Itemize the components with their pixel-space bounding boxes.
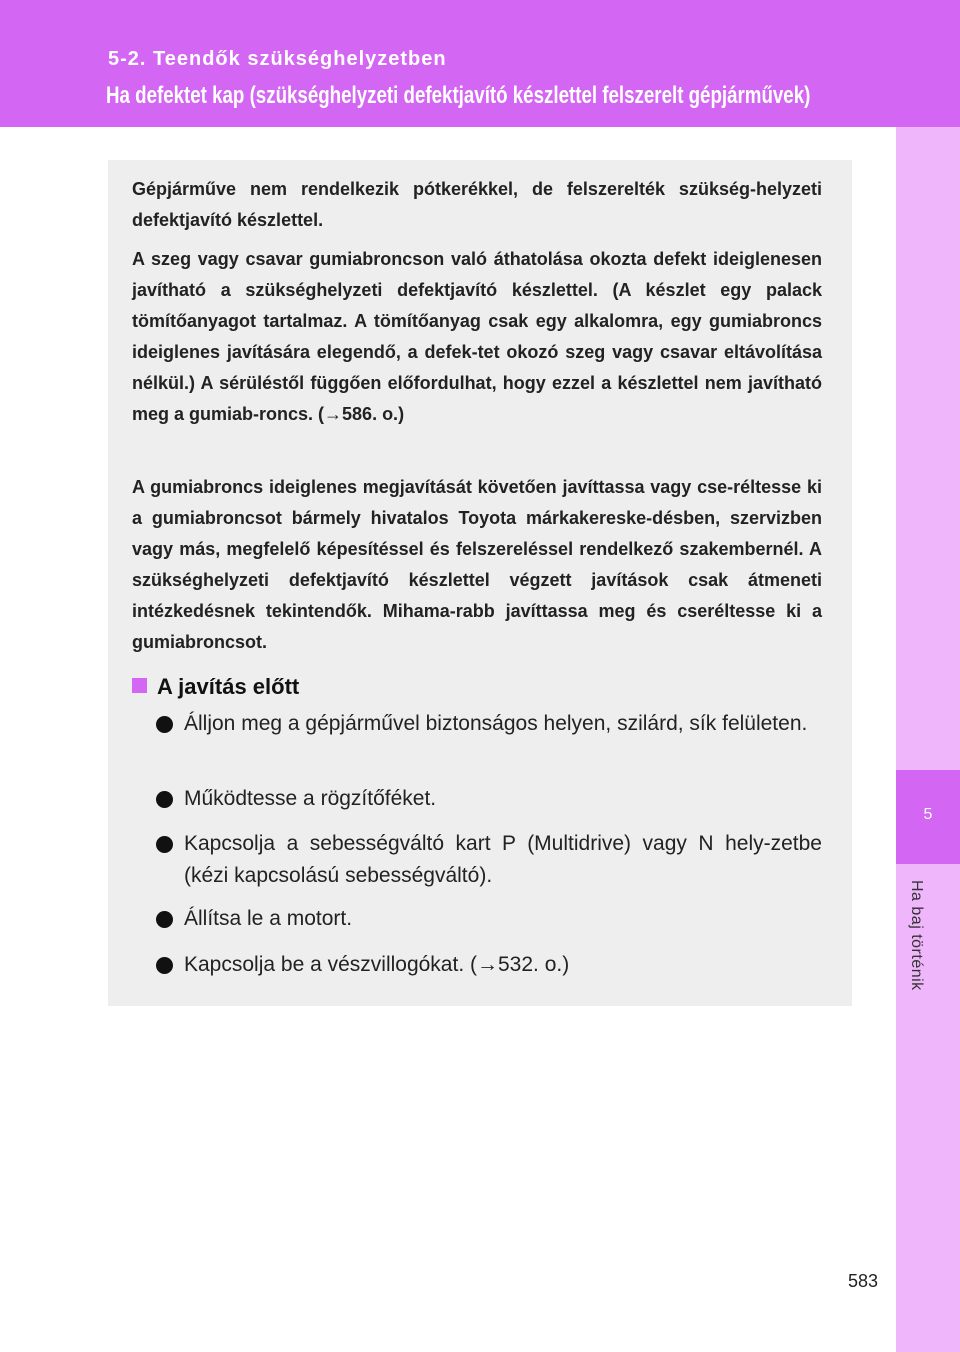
intro-paragraph: A gumiabroncs ideiglenes megjavítását követően javíttassa vagy cse-réltesse ki a gumiabroncsot bármely hivatalos Toyota márkakereske-désben, szervizben vagy más, megfelelő képesítéssel és felszereléssel rendelkező szakembernél. A szükséghelyzeti defektjavító készlettel végzett javítások csak átmeneti intézkedésnek tekintendők. Mihama-rabb javíttassa meg és cseréltesse ki a gumiabroncsot.	[132, 477, 822, 652]
bullet-list	[156, 783, 822, 815]
page-header	[0, 0, 960, 127]
chapter-number: 5	[923, 806, 933, 823]
chapter-tab[interactable]	[896, 770, 960, 864]
list-item-text: Kapcsolja be a vészvillogókat. (→532. o.)	[184, 953, 570, 976]
bullet-list	[156, 828, 822, 892]
section-label: 5-2. Teendők szükséghelyzetben	[108, 48, 447, 70]
list-item-text: Állítsa le a motort.	[184, 907, 353, 930]
bullet-dot-icon	[156, 911, 173, 928]
list-item-text: Álljon meg a gépjárművel biztonságos helyen, szilárd, sík felületen.	[184, 712, 808, 735]
list-item	[156, 708, 822, 740]
list-item-text: Kapcsolja a sebességváltó kart P (Multidrive) vagy N hely-zetbe (kézi kapcsolású sebességváltó).	[184, 832, 822, 887]
intro-paragraph: A szeg vagy csavar gumiabroncson való áthatolása okozta defekt ideiglenesen javítható a szükséghelyzeti defektjavító készlettel. (A készlet egy palack tömítőanyagot tartalmaz. A tömítőanyag csak egy alkalomra, egy gumiabroncs ideiglenes javítására elegendő, a defek-tet okozó szeg vagy csavar eltávolítása nélkül.) A sérüléstől függően előfordulhat, hogy ezzel a készlettel nem javítható meg a gumiab-roncs. (→586. o.)	[132, 249, 822, 424]
list-item-text: Működtesse a rögzítőféket.	[184, 787, 437, 810]
list-item	[156, 828, 822, 892]
section-heading	[132, 674, 299, 700]
chapter-title: Ha baj történik	[908, 880, 925, 991]
bullet-list	[156, 708, 822, 740]
list-item	[156, 783, 822, 815]
bullet-list	[156, 903, 822, 935]
intro-paragraph: Gépjárműve nem rendelkezik pótkerékkel, de felszerelték szükség-helyzeti defektjavító készlettel.	[132, 179, 822, 230]
bullet-dot-icon	[156, 791, 173, 808]
section-heading-label: A javítás előtt	[157, 674, 300, 699]
list-item	[156, 949, 822, 981]
page-number: 583	[848, 1271, 879, 1291]
side-strip	[896, 127, 960, 1352]
list-item	[156, 903, 822, 935]
bullet-dot-icon	[156, 957, 173, 974]
bullet-dot-icon	[156, 716, 173, 733]
bullet-dot-icon	[156, 836, 173, 853]
square-bullet-icon	[132, 678, 147, 693]
bullet-list	[156, 949, 822, 981]
page-title: Ha defektet kap (szükséghelyzeti defektjavító készlettel felszerelt gépjárművek)	[106, 82, 811, 109]
